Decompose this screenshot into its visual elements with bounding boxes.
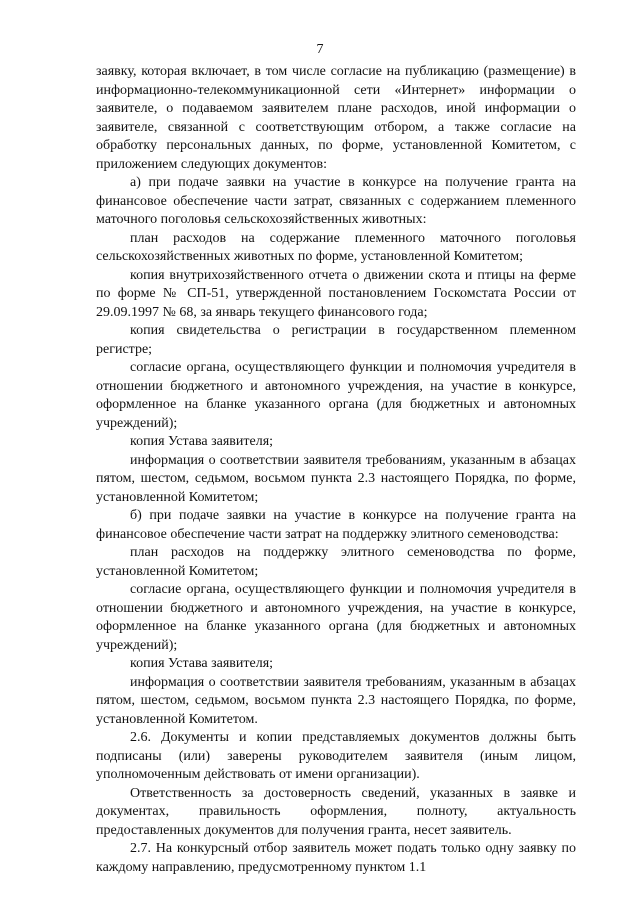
paragraph: заявку, которая включает, в том числе согласие на публикацию (размещение) в информационно-телекоммуникационной сети «Интернет» информации о заявителе, о подаваемом заявителем плане расходов, иной информации о заявителе, связанной с соответствующим отбором, а также согласие на обработку персональных данных, по форме, установленной Комитетом, с приложением следующих документов: <box>96 64 576 172</box>
paragraph: план расходов на содержание племенного маточного поголовья сельскохозяйственных животных по форме, установленной Комитетом; <box>96 230 576 264</box>
paragraph: информация о соответствии заявителя требованиям, указанным в абзацах пятом, шестом, седьмом, восьмом пункта 2.3 настоящего Порядка, по форме, установленной Комитетом; <box>96 452 576 505</box>
paragraph: информация о соответствии заявителя требованиям, указанным в абзацах пятом, шестом, седьмом, восьмом пункта 2.3 настоящего Порядка, по форме, установленной Комитетом. <box>96 674 576 727</box>
paragraph: 2.7. На конкурсный отбор заявитель может подать только одну заявку по каждому направлению, предусмотренному пунктом 1.1 <box>96 841 576 875</box>
paragraph: копия свидетельства о регистрации в государственном племенном регистре; <box>96 323 576 357</box>
document-body <box>96 63 576 877</box>
paragraph: копия внутрихозяйственного отчета о движении скота и птицы на ферме по форме № СП-51, утвержденной постановлением Госкомстата России от 29.09.1997 № 68, за январь текущего финансового года; <box>96 267 576 320</box>
page-number: 7 <box>316 42 324 57</box>
paragraph: план расходов на поддержку элитного семеноводства по форме, установленной Комитетом; <box>96 545 576 579</box>
paragraph: копия Устава заявителя; <box>130 434 274 449</box>
paragraph: а) при подаче заявки на участие в конкурсе на получение гранта на финансовое обеспечение части затрат, связанных с содержанием племенного маточного поголовья сельскохозяйственных животных: <box>96 175 576 227</box>
paragraph: Ответственность за достоверность сведений, указанных в заявке и документах, правильность оформления, полноту, актуальность предоставленных документов для получения гранта, несет заявитель. <box>96 785 576 838</box>
paragraph: согласие органа, осуществляющего функции и полномочия учредителя в отношении бюджетного и автономного учреждения, на участие в конкурсе, оформленное на бланке указанного органа (для бюджетных и автономных учреждений); <box>96 360 576 431</box>
paragraph: 2.6. Документы и копии представляемых документов должны быть подписаны (или) заверены руководителем заявителя (иным лицом, уполномоченным действовать от имени организации). <box>96 730 576 782</box>
paragraph: б) при подаче заявки на участие в конкурсе на получение гранта на финансовое обеспечение части затрат на поддержку элитного семеноводства: <box>96 508 576 542</box>
paragraph: копия Устава заявителя; <box>130 656 274 671</box>
paragraph: согласие органа, осуществляющего функции и полномочия учредителя в отношении бюджетного и автономного учреждения, на участие в конкурсе, оформленное на бланке указанного органа (для бюджетных и автономных учреждений); <box>96 582 576 653</box>
